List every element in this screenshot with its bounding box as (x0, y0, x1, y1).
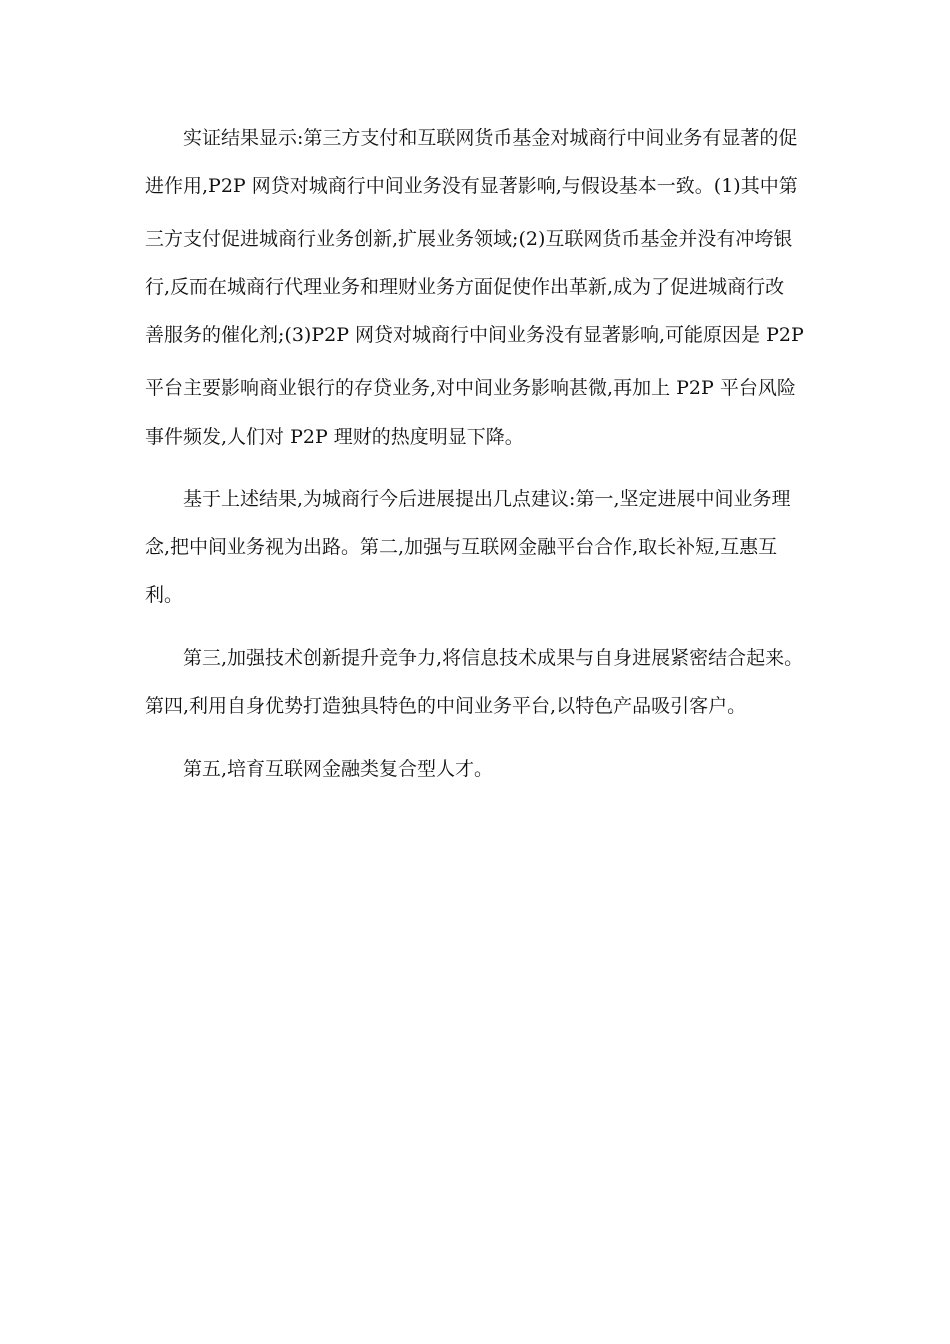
paragraph-3-line-2: 第四,利用自身优势打造独具特色的中间业务平台,以特色产品吸引客户。 (145, 695, 747, 717)
paragraph-2-line-3: 利。 (145, 584, 184, 606)
paragraph-2-line-1: 基于上述结果,为城商行今后进展提出几点建议:第一,坚定进展中间业务理 (183, 488, 791, 510)
paragraph-3-line-1: 第三,加强技术创新提升竞争力,将信息技术成果与自身进展紧密结合起来。 (183, 647, 804, 669)
paragraph-1-line-2: 进作用,P2P 网贷对城商行中间业务没有显著影响,与假设基本一致。(1)其中第 (145, 175, 798, 197)
paragraph-1-line-3: 三方支付促进城商行业务创新,扩展业务领域;(2)互联网货币基金并没有冲垮银 (145, 228, 793, 250)
paragraph-1-line-7: 事件频发,人们对 P2P 理财的热度明显下降。 (145, 426, 524, 448)
paragraph-1-line-1: 实证结果显示:第三方支付和互联网货币基金对城商行中间业务有显著的促 (183, 127, 798, 149)
paragraph-1-line-6: 平台主要影响商业银行的存贷业务,对中间业务影响甚微,再加上 P2P 平台风险 (145, 377, 796, 399)
paragraph-2-line-2: 念,把中间业务视为出路。第二,加强与互联网金融平台合作,取长补短,互惠互 (145, 536, 778, 558)
paragraph-1-line-4: 行,反而在城商行代理业务和理财业务方面促使作出革新,成为了促进城商行改 (145, 276, 785, 298)
paragraph-1-line-5: 善服务的催化剂;(3)P2P 网贷对城商行中间业务没有显著影响,可能原因是 P2P (145, 324, 804, 346)
paragraph-4-line-1: 第五,培育互联网金融类复合型人才。 (183, 758, 494, 780)
